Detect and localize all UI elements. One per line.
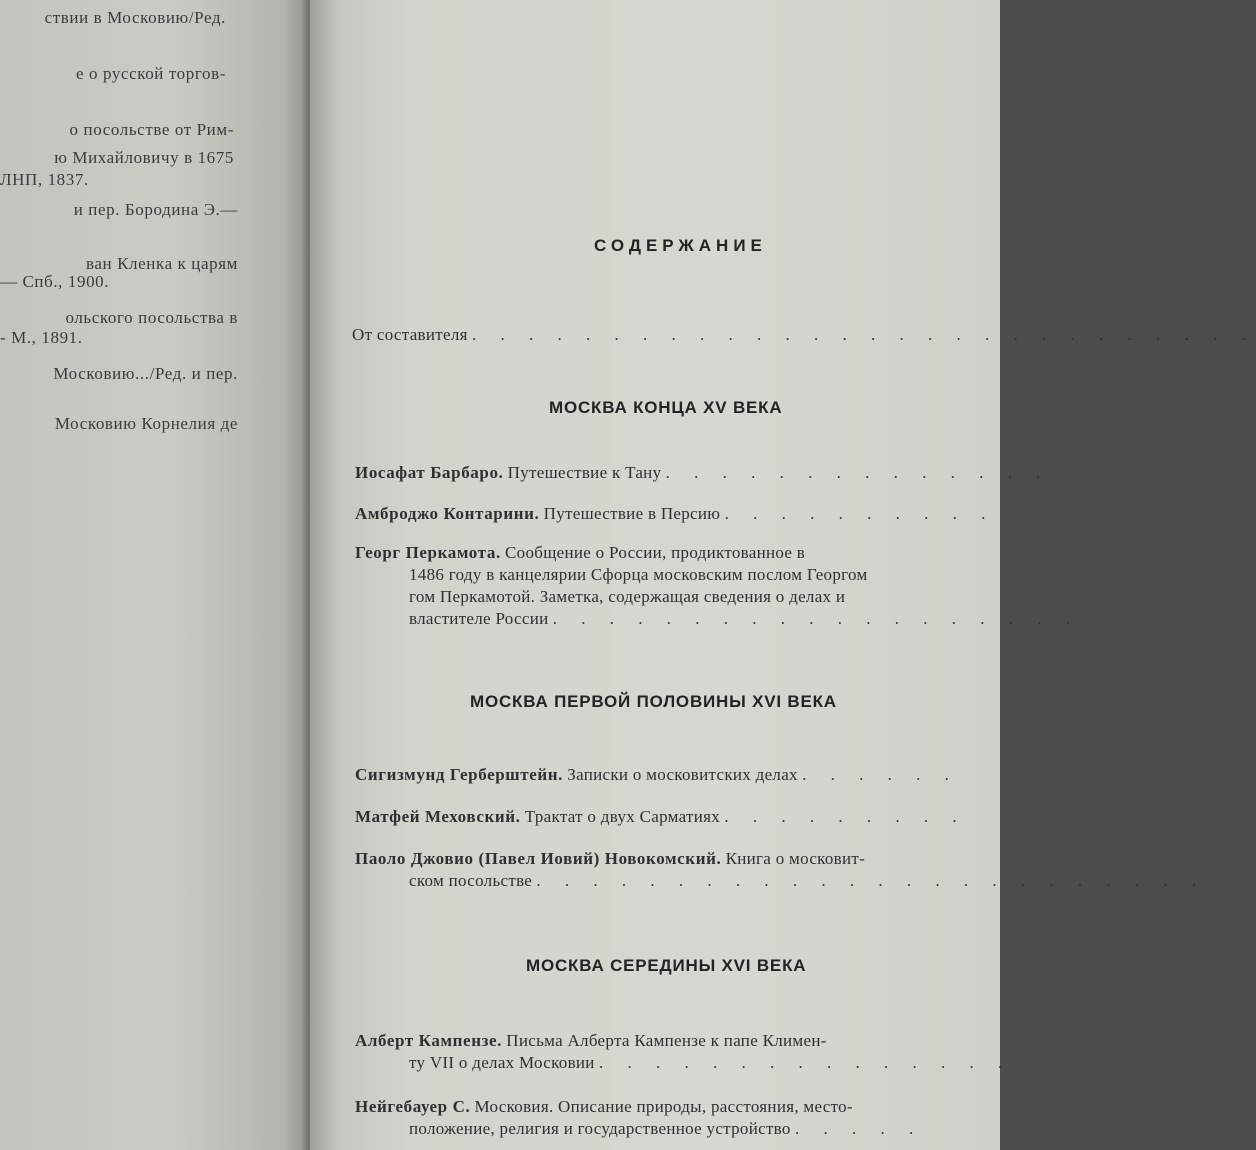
entry-author: Сигизмунд Герберштейн. [355,765,563,784]
entry-title-continued: ском посольстве [409,871,533,890]
entry-title: Путешествие в Персию [543,504,721,523]
entry-author: Матфей Меховский. [355,807,521,826]
toc-entry [355,806,992,828]
dot-leader: . . . . . [794,1119,924,1138]
entry-title: Трактат о двух Сарматиях [524,807,721,826]
dot-leader: . . . . . . . . . [724,807,967,826]
left-line: - М., 1891. [0,328,83,347]
entry-title-continued: ту VII о делах Московии [409,1053,595,1072]
left-line: ЛНП, 1837. [0,170,89,189]
entry-title: Путешествие к Тану [507,463,662,482]
entry-title: Московия. Описание природы, расстояния, место- [474,1097,853,1116]
toc-entry [355,462,1051,484]
left-line: е о русской торгов- [76,64,226,83]
left-line: ствии в Московию/Ред. [44,8,226,27]
dot-leader: . . . . . . . . . . . . . . . . . . . . . . . . [536,871,1207,890]
entry-author: Нейгебауер С. [355,1097,471,1116]
entry-title: Сообщение о России, продиктованное в [505,543,806,562]
section-heading: МОСКВА КОНЦА XV ВЕКА [549,398,783,417]
dot-leader: . . . . . . . . . . . . . . . . . . . . . . . . . . . . [472,325,1256,344]
dot-leader: . . . . . . . . . . . . . . . [598,1053,1013,1072]
left-line: Московию.../Ред. и пер. [53,364,238,383]
section-heading: МОСКВА СЕРЕДИНЫ XVI ВЕКА [526,956,807,975]
entry-title-continued: гом Перкамотой. Заметка, содержащая сведения о делах и [409,587,846,606]
entry-author: Амброджо Контарини. [355,504,540,523]
entry-title: Книга о московит- [725,849,866,868]
entry-author: Паоло Джовио (Павел Иовий) Новокомский. [355,849,722,868]
entry-author: Алберт Кампензе. [355,1031,503,1050]
entry-author: Иосафат Барбаро. [355,463,504,482]
toc-title: СОДЕРЖАНИЕ [594,236,767,255]
entry-title: Письма Алберта Кампензе к папе Климен- [506,1031,827,1050]
entry-title: От составителя [352,325,468,344]
left-line: ю Михайловичу в 1675 [54,148,234,167]
left-line: — Спб., 1900. [0,272,110,291]
dot-leader: . . . . . . . . . . [724,504,996,523]
left-line: и пер. Бородина Э.— [73,200,238,219]
dot-leader: . . . . . . [802,765,959,784]
entry-title-continued: 1486 году в канцелярии Сфорца московским послом Георгом [409,565,868,584]
left-line: ольского посольства в [65,308,238,327]
toc-entry [355,1096,992,1140]
left-line: Московию Корнелия де [54,414,238,433]
section-heading: МОСКВА ПЕРВОЙ ПОЛОВИНЫ XVI ВЕКА [470,692,837,711]
left-line: ван Кленка к царям [86,254,238,273]
left-page [0,0,308,1150]
toc-entry [355,542,1080,630]
left-line: о посольстве от Рим- [69,120,234,139]
entry-title-continued: положение, религия и государственное устройство [409,1119,791,1138]
entry-author: Георг Перкамота. [355,543,501,562]
toc-entry-intro [352,324,1256,346]
entry-title-continued: властителе России [409,609,549,628]
toc-entry [355,1030,1013,1074]
toc-entry [355,848,1207,892]
dot-leader: . . . . . . . . . . . . . . [665,463,1051,482]
dot-leader: . . . . . . . . . . . . . . . . . . . [552,609,1080,628]
toc-entry [355,764,992,786]
entry-title: Записки о московитских делах [567,765,798,784]
toc-entry [355,503,996,525]
